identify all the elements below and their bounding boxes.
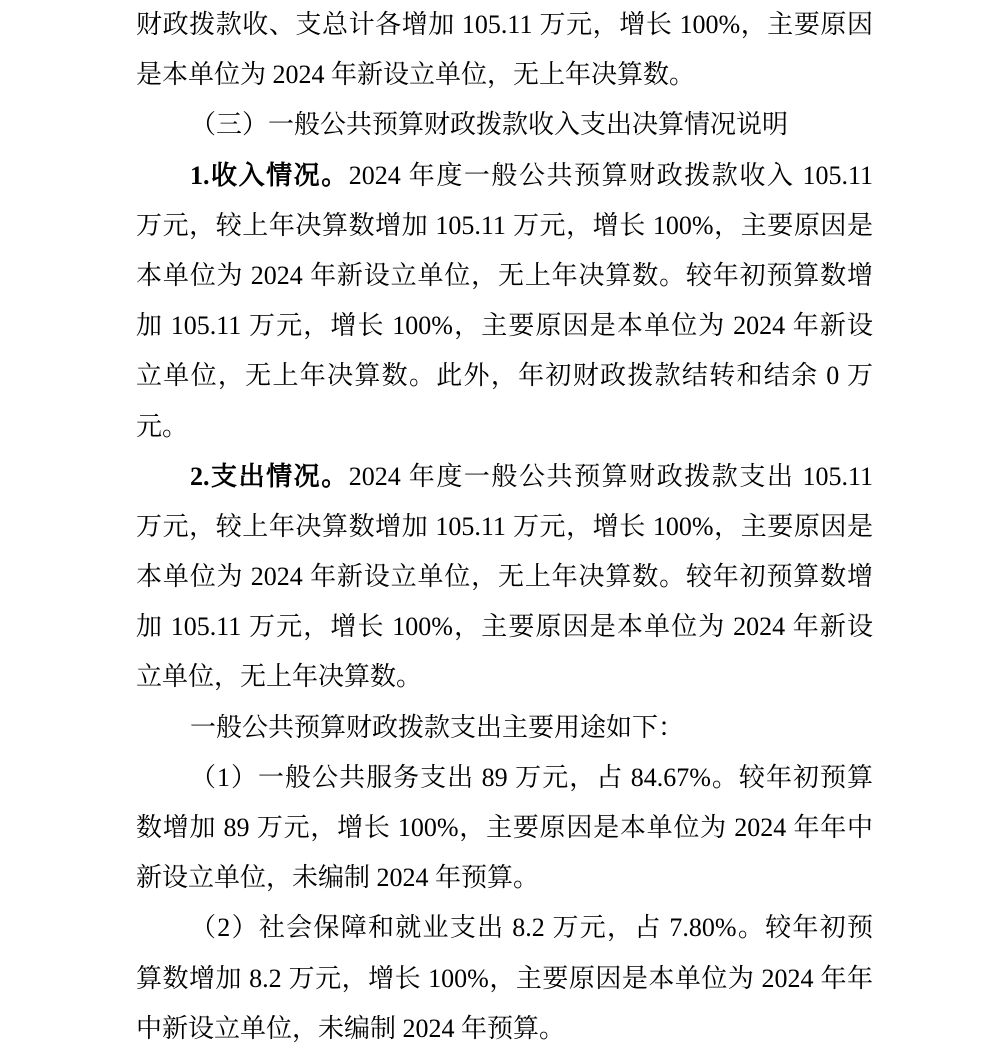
text-line: 是本单位为 2024 年新设立单位，无上年决算数。 [136,60,696,90]
text-line: 本单位为 2024 年新设立单位，无上年决算数。较年初预算数增 [136,260,873,290]
income-paragraph-first-line [136,151,873,201]
text-line: 算数增加 8.2 万元，增长 100%，主要原因是本单位为 2024 年年 [136,963,873,993]
text-line: 新设立单位，未编制 2024 年预算。 [136,863,540,893]
expenditure-paragraph-first-line [136,452,873,502]
text-line: 本单位为 2024 年新设立单位，无上年决算数。较年初预算数增 [136,562,873,592]
expenditure-lead: 2.支出情况。 [190,461,349,491]
text-line: 万元，较上年决算数增加 105.11 万元，增长 100%，主要原因是 [136,511,873,541]
text-line: 2024 年度一般公共预算财政拨款收入 105.11 [348,160,873,190]
list-item-2-first-line: （2）社会保障和就业支出 8.2 万元，占 7.80%。较年初预 [190,913,873,943]
text-line: 元。 [136,411,189,441]
section-heading: （三）一般公共预算财政拨款收入支出决算情况说明 [190,110,789,140]
text-line: 立单位，无上年决算数。此外，年初财政拨款结转和结余 0 万 [136,361,873,391]
text-line: 2024 年度一般公共预算财政拨款支出 105.11 [348,461,873,491]
list-item-1-first-line: （1）一般公共服务支出 89 万元，占 84.67%。较年初预算 [190,762,873,792]
text-line: 加 105.11 万元，增长 100%，主要原因是本单位为 2024 年新设 [136,311,873,341]
income-lead: 1.收入情况。 [190,160,349,190]
uses-intro: 一般公共预算财政拨款支出主要用途如下： [190,712,685,742]
text-line: 加 105.11 万元，增长 100%，主要原因是本单位为 2024 年新设 [136,612,873,642]
text-line: 中新设立单位，未编制 2024 年预算。 [136,1013,566,1043]
text-line: 万元，较上年决算数增加 105.11 万元，增长 100%，主要原因是 [136,210,873,240]
text-line: 财政拨款收、支总计各增加 105.11 万元，增长 100%，主要原因 [136,10,873,39]
document-body [136,0,873,1054]
text-line: 立单位，无上年决算数。 [136,662,423,692]
text-line: 数增加 89 万元，增长 100%，主要原因是本单位为 2024 年年中 [136,813,873,842]
